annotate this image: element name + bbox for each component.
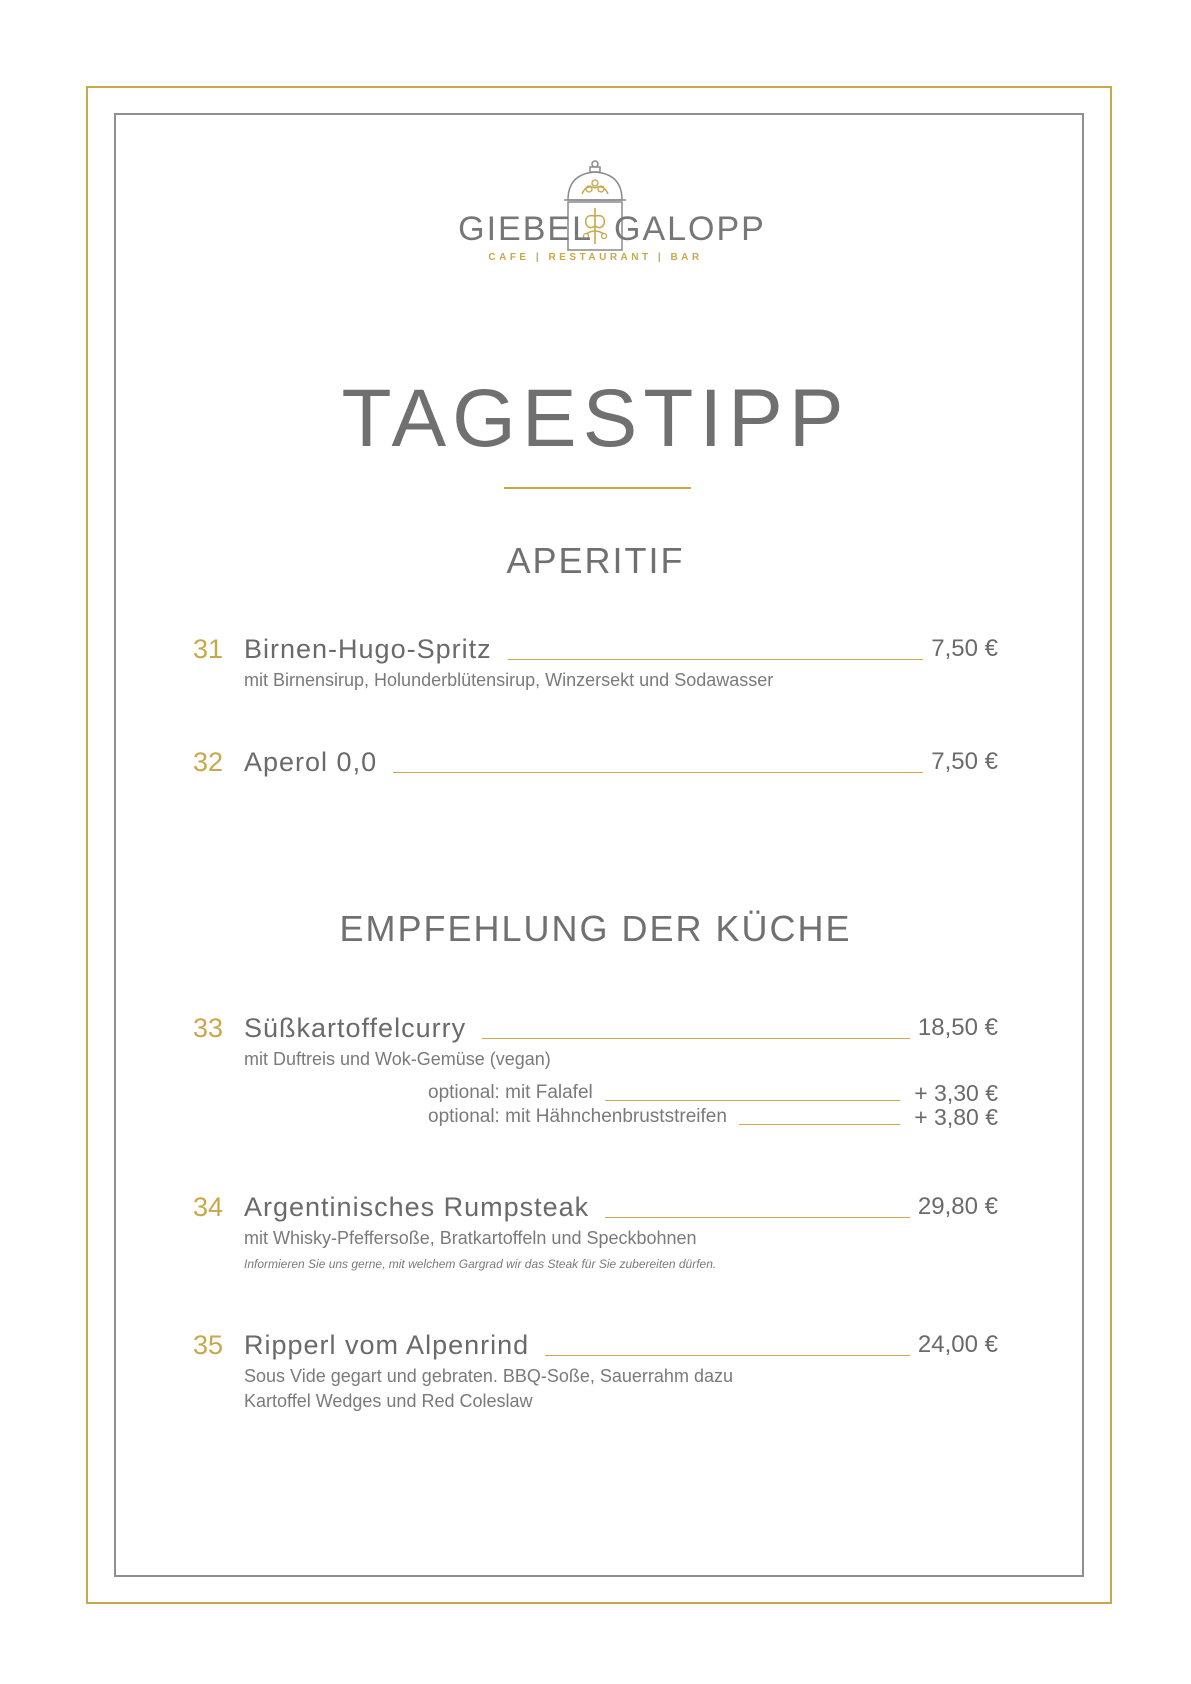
option-row-falafel — [428, 1081, 998, 1105]
menu-item-31 — [193, 632, 998, 693]
logo-subtitle: CAFE | RESTAURANT | BAR — [488, 252, 703, 263]
menu-item-33 — [193, 1011, 998, 1072]
item-number: 31 — [193, 634, 224, 664]
menu-item-35 — [193, 1328, 998, 1414]
item-name: Süßkartoffelcurry — [244, 1013, 467, 1043]
item-name: Argentinisches Rumpsteak — [244, 1192, 590, 1222]
menu-item-34 — [193, 1190, 998, 1271]
price-leader-line — [545, 1355, 910, 1356]
item-name: Ripperl vom Alpenrind — [244, 1330, 530, 1360]
item-description-line-2: Kartoffel Wedges und Red Coleslaw — [244, 1391, 533, 1411]
item-number: 35 — [193, 1330, 224, 1360]
item-price: 24,00 € — [917, 1331, 998, 1358]
item-name: Aperol 0,0 — [244, 747, 378, 777]
item-price: 7,50 € — [931, 635, 998, 662]
option-leader-line — [605, 1100, 900, 1101]
option-label: optional: mit Falafel — [428, 1082, 593, 1103]
price-leader-line — [393, 772, 923, 773]
option-price: + 3,30 € — [914, 1080, 998, 1106]
logo-word-right: GALOPP — [614, 210, 766, 248]
menu-item-32 — [193, 745, 998, 779]
item-description: mit Birnensirup, Holunderblütensirup, Winzersekt und Sodawasser — [244, 670, 774, 690]
option-leader-line — [739, 1124, 900, 1125]
price-leader-line — [482, 1038, 910, 1039]
title-divider — [504, 487, 691, 489]
item-description: mit Duftreis und Wok-Gemüse (vegan) — [244, 1049, 551, 1069]
option-price: + 3,80 € — [914, 1104, 998, 1130]
price-leader-line — [605, 1217, 910, 1218]
item-number: 33 — [193, 1013, 224, 1043]
item-name: Birnen-Hugo-Spritz — [244, 634, 492, 664]
item-price: 29,80 € — [917, 1193, 998, 1220]
restaurant-logo — [0, 158, 1191, 268]
logo-word-left: GIEBEL — [458, 210, 593, 248]
section-heading-kitchen: EMPFEHLUNG DER KÜCHE — [339, 908, 852, 949]
item-description: mit Whisky-Pfeffersoße, Bratkartoffeln und Speckbohnen — [244, 1228, 697, 1248]
price-leader-line — [508, 659, 924, 660]
item-price: 7,50 € — [931, 748, 998, 775]
item-description-line-1: Sous Vide gegart und gebraten. BBQ-Soße, Sauerrahm dazu — [244, 1366, 733, 1386]
option-row-chicken — [428, 1105, 998, 1129]
item-note: Informieren Sie uns gerne, mit welchem Gargrad wir das Steak für Sie zubereiten dürfen. — [244, 1257, 717, 1271]
section-heading-aperitif: APERITIF — [506, 540, 685, 581]
page-title: TAGESTIPP — [341, 373, 850, 464]
option-label: optional: mit Hähnchenbruststreifen — [428, 1106, 727, 1127]
item-number: 34 — [193, 1192, 224, 1222]
item-price: 18,50 € — [917, 1014, 998, 1041]
item-number: 32 — [193, 747, 224, 777]
